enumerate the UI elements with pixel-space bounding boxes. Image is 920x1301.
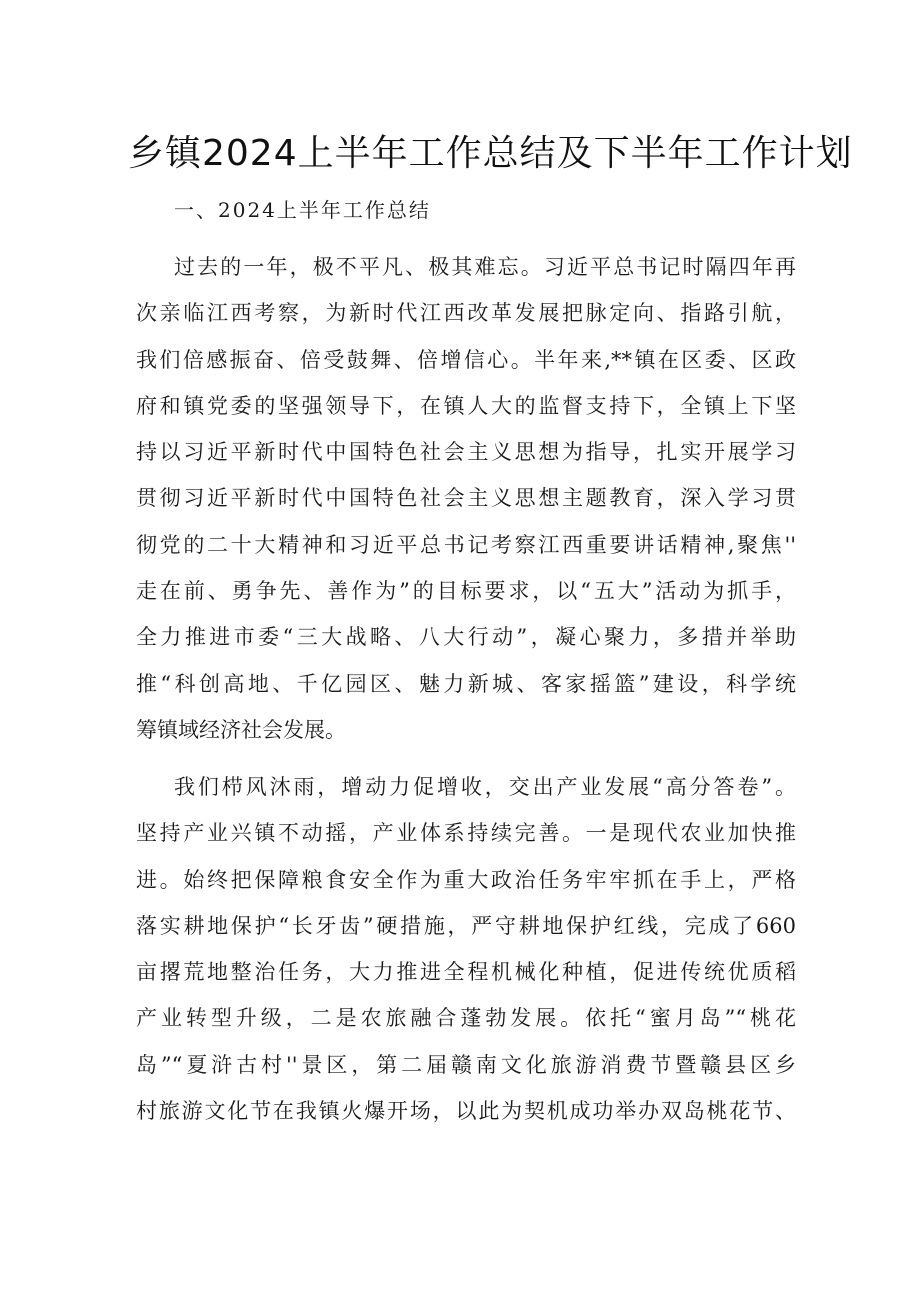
text-line: 贯彻习近平新时代中国特色社会主义思想主题教育，深入学习贯 — [136, 486, 796, 511]
text-line: 次亲临江西考察，为新时代江西改革发展把脉定向、指路引航， — [136, 301, 796, 326]
text-line: 村旅游文化节在我镇火爆开场，以此为契机成功举办双岛桃花节、 — [136, 1099, 796, 1124]
text-line: 府和镇党委的坚强领导下，在镇人大的监督支持下，全镇上下坚 — [136, 393, 796, 418]
text-line: 我们倍感振奋、倍受鼓舞、倍增信心。半年来,**镇在区委、区政 — [136, 347, 796, 372]
paragraph-1 — [136, 244, 796, 753]
text-line: 彻党的二十大精神和习近平总书记考察江西重要讲话精神,聚焦'' — [136, 532, 796, 557]
text-line: 推“科创高地、千亿园区、魅力新城、客家摇篮”建设，科学统 — [136, 671, 796, 696]
text-line: 走在前、勇争先、善作为”的目标要求，以“五大”活动为抓手， — [136, 579, 796, 604]
text-line: 我们栉风沐雨，增动力促增收，交出产业发展“高分答卷”。 — [174, 775, 796, 799]
page-title: 乡镇2024上半年工作总结及下半年工作计划 — [128, 133, 853, 174]
text-line: 亩撂荒地整治任务，大力推进全程机械化种植，促进传统优质稻 — [136, 960, 796, 985]
text-line: 进。始终把保障粮食安全作为重大政治任务牢牢抓在手上，严格 — [136, 867, 796, 892]
text-line: 全力推进市委“三大战略、八大行动”，凝心聚力，多措并举助 — [136, 625, 796, 650]
text-line: 产业转型升级，二是农旅融合蓬勃发展。依托“蜜月岛”“桃花 — [136, 1006, 796, 1031]
text-line: 坚持产业兴镇不动摇，产业体系持续完善。一是现代农业加快推 — [136, 821, 796, 846]
section-heading: 一、2024上半年工作总结 — [174, 198, 431, 222]
text-line: 岛”“夏浒古村''景区，第二届赣南文化旅游消费节暨赣县区乡 — [136, 1052, 796, 1077]
text-line: 筹镇域经济社会发展。 — [136, 717, 346, 742]
text-line: 持以习近平新时代中国特色社会主义思想为指导，扎实开展学习 — [136, 440, 796, 465]
text-line: 落实耕地保护“长牙齿”硬措施，严守耕地保护红线，完成了660 — [136, 913, 796, 938]
paragraph-2 — [136, 764, 796, 1134]
text-line: 过去的一年，极不平凡、极其难忘。习近平总书记时隔四年再 — [174, 255, 796, 279]
